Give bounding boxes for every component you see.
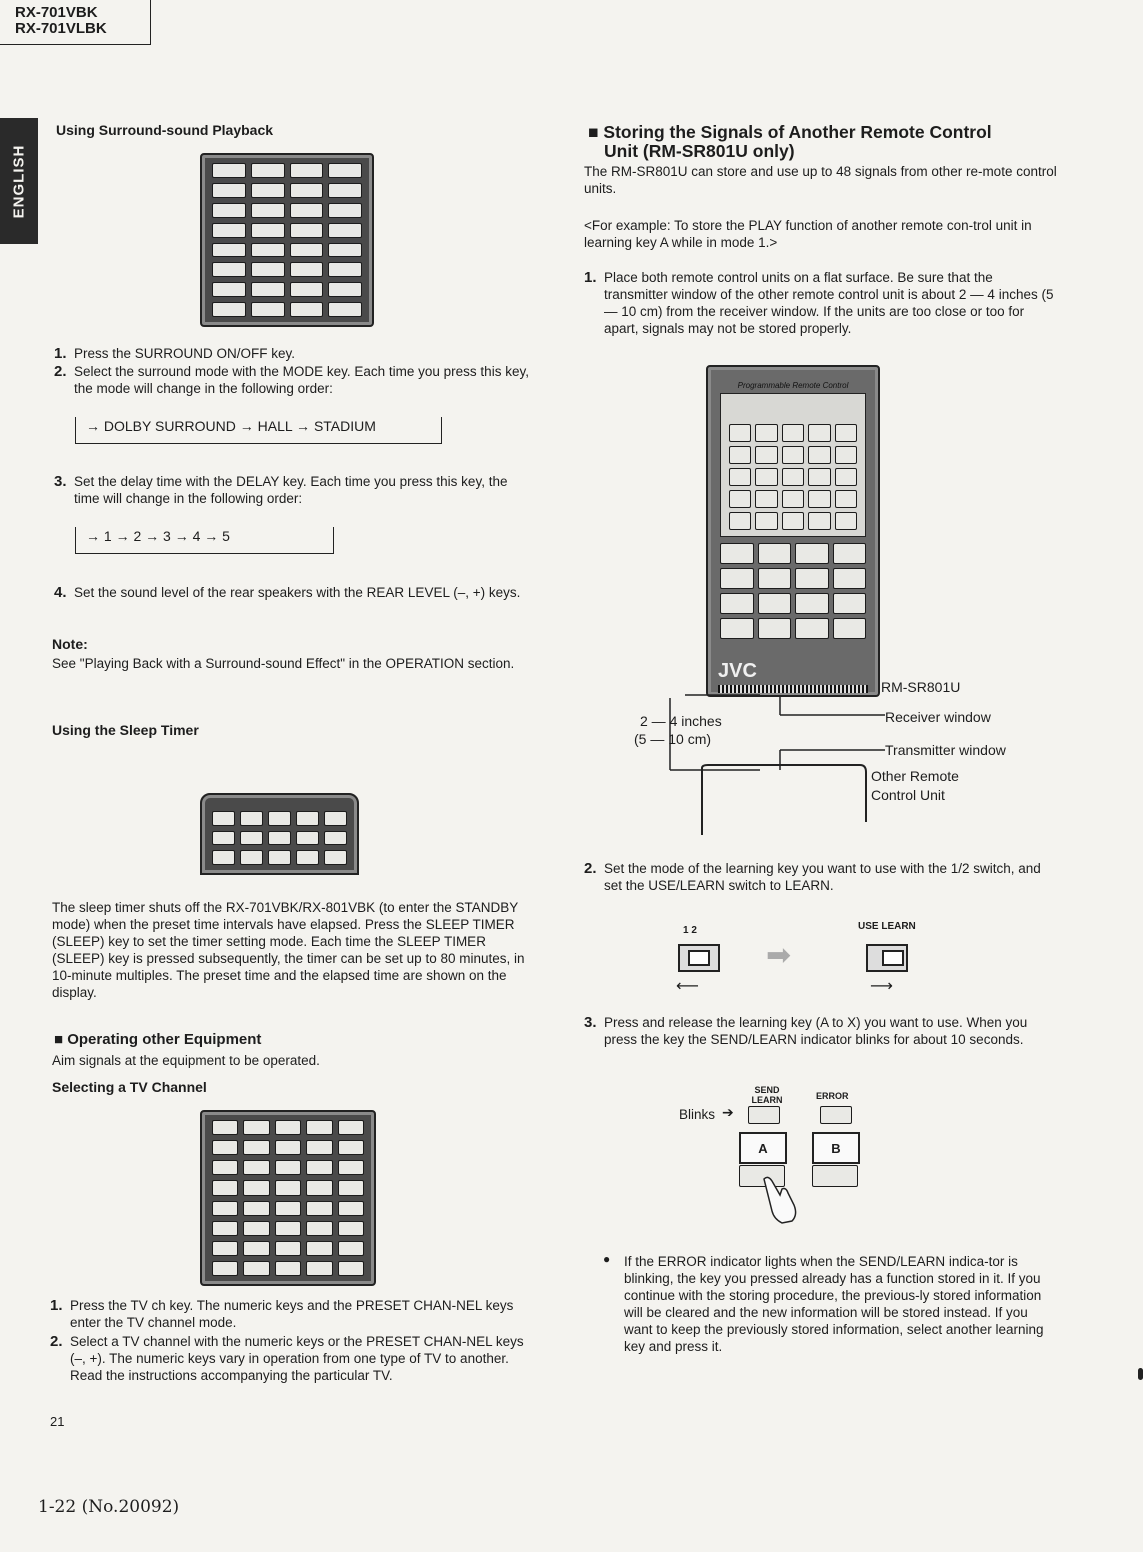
receiver-window-label: Receiver window: [885, 709, 991, 725]
surround-step-3: [54, 473, 532, 507]
surround-step-2: [54, 363, 532, 397]
tv-step-1: [50, 1297, 530, 1331]
step-text: Press and release the learning key (A to X) you want to use. When you press the key the SEND/LEARN indicator blinks for about 10 seconds.: [604, 1015, 1028, 1047]
error-note: If the ERROR indicator lights when the SEND/LEARN indica-tor is blinking, the key you pressed already has a function stored in it. If you continue with the storing procedure, the previous-ly stored information will be cleared and the new information will be stored instead. If you want to keep the previously stored information, select another learning key and press it.: [624, 1254, 1044, 1354]
equipment-title: ■ Operating other Equipment: [54, 1031, 262, 1048]
blinks-label: Blinks: [679, 1107, 716, 1122]
bullet-dot-icon: ●: [603, 1252, 611, 1266]
blinks-arrow-icon: ➔: [722, 1104, 734, 1120]
step-text: Press the TV ch key. The numeric keys and the PRESET CHAN-NEL keys enter the TV channel mode.: [70, 1298, 514, 1330]
step-text: Select the surround mode with the MODE key. Each time you press this key, the mode will change in the following order:: [74, 364, 529, 396]
tv-step-2: [50, 1333, 530, 1384]
step-text: Set the sound level of the rear speakers with the REAR LEVEL (–, +) keys.: [74, 585, 521, 600]
model-name-1: RX-701VBK: [15, 4, 98, 21]
step-text: Press the SURROUND ON/OFF key.: [74, 346, 296, 361]
page-number: 21: [50, 1414, 65, 1429]
mode-switch-label: 1 2: [683, 925, 697, 936]
right-shaded-arrow-icon: ➡: [766, 939, 792, 972]
learning-key-b: B: [812, 1132, 860, 1164]
tv-remote-illustration: [200, 1110, 376, 1286]
distance-cm: (5 — 10 cm): [634, 731, 712, 747]
mode-switch: [678, 944, 720, 972]
step-number: 1.: [584, 269, 597, 286]
sleep-body: The sleep timer shuts off the RX-701VBK/RX-801VBK (to enter the STANDBY mode) when the preset time intervals have elapsed. Press the SLEEP TIMER (SLEEP) key to set the timer setting mode. Each time the SLEEP TIMER (SLEEP) key is pressed subsequently, the timer can be set up to 80 minutes, in 10-minute multiples. The preset time and the elapsed time are shown on the display.: [52, 900, 525, 1000]
jvc-logo: JVC: [718, 660, 757, 682]
mode-order-text: → DOLBY SURROUND → HALL → STADIUM: [86, 418, 376, 434]
step-number: 3.: [584, 1014, 597, 1031]
step-number: 2.: [54, 363, 67, 380]
step-text: Set the delay time with the DELAY key. Each time you press this key, the time will change in the following order:: [74, 474, 508, 506]
learning-key-b-lower: [812, 1165, 858, 1187]
edge-mark: [1138, 1368, 1143, 1380]
storing-step-3: [584, 1014, 1060, 1048]
delay-order-flow: [75, 527, 334, 554]
other-remote-label-2: Control Unit: [871, 787, 945, 803]
learning-key-a: A: [739, 1132, 787, 1164]
language-tab-label: ENGLISH: [10, 144, 28, 218]
note-text: See "Playing Back with a Surround-sound Effect" in the OPERATION section.: [52, 656, 515, 671]
step-number: 2.: [50, 1333, 63, 1350]
use-learn-switch: [866, 944, 908, 972]
step-number: 3.: [54, 473, 67, 490]
left-arrow-icon: ⟵: [676, 978, 699, 995]
note-label: Note:: [52, 636, 88, 652]
delay-order-text: → 1 → 2 → 3 → 4 → 5: [86, 528, 230, 544]
step-text: Select a TV channel with the numeric keys or the PRESET CHAN-NEL keys (–, +). The numeric keys vary in operation from one type of TV to another. Read the instructions accompanying the particular TV.: [70, 1334, 524, 1383]
footer-code: 1-22 (No.20092): [38, 1497, 180, 1517]
pressing-finger-icon: [758, 1175, 808, 1225]
storing-title-line-1: ■ Storing the Signals of Another Remote Control: [588, 122, 992, 142]
surround-remote-illustration: [200, 153, 374, 327]
error-indicator: [820, 1106, 852, 1124]
use-learn-switch-label: USE LEARN: [858, 921, 916, 932]
distance-inches: 2 — 4 inches: [640, 713, 722, 729]
surround-step-1: [54, 345, 532, 362]
step-number: 4.: [54, 584, 67, 601]
sleep-title: Using the Sleep Timer: [52, 722, 199, 738]
equipment-body: Aim signals at the equipment to be operated.: [52, 1053, 320, 1068]
step-number: 1.: [54, 345, 67, 362]
tv-channel-title: Selecting a TV Channel: [52, 1079, 207, 1095]
send-learn-label: SEND LEARN: [751, 1085, 783, 1105]
error-label: ERROR: [816, 1091, 849, 1101]
step-text: Place both remote control units on a flat surface. Be sure that the transmitter window of the other remote control unit is about 2 — 4 inches (5 — 10 cm) from the receiver window. If the units are too close or too for apart, signals may not be stored properly.: [604, 270, 1054, 336]
diagram-lines: [640, 560, 1080, 850]
surround-step-4: [54, 584, 532, 601]
model-name-2: RX-701VLBK: [15, 20, 107, 37]
storing-title-line-2: Unit (RM-SR801U only): [604, 141, 795, 161]
storing-intro: The RM-SR801U can store and use up to 48 signals from other re-mote control units.: [584, 164, 1057, 196]
language-tab: [0, 118, 38, 244]
sleep-remote-illustration: [200, 793, 359, 875]
storing-example: <For example: To store the PLAY function of another remote con-trol unit in learning key A while in mode 1.>: [584, 218, 1032, 250]
right-arrow-icon: ⟶: [870, 978, 893, 995]
remote-top-label: Programmable Remote Control: [737, 381, 849, 390]
storing-step-2: [584, 860, 1060, 894]
storing-step-1: [584, 269, 1060, 337]
other-remote-label-1: Other Remote: [871, 768, 959, 784]
surround-title: Using Surround-sound Playback: [56, 122, 274, 138]
learning-key-panel: [720, 393, 866, 537]
mode-order-flow: [75, 417, 442, 444]
transmitter-window-label: Transmitter window: [885, 742, 1006, 758]
step-number: 1.: [50, 1297, 63, 1314]
step-text: Set the mode of the learning key you want to use with the 1/2 switch, and set the USE/LEARN switch to LEARN.: [604, 861, 1041, 893]
model-label: RM-SR801U: [881, 679, 961, 695]
send-learn-indicator: [748, 1106, 780, 1124]
step-number: 2.: [584, 860, 597, 877]
